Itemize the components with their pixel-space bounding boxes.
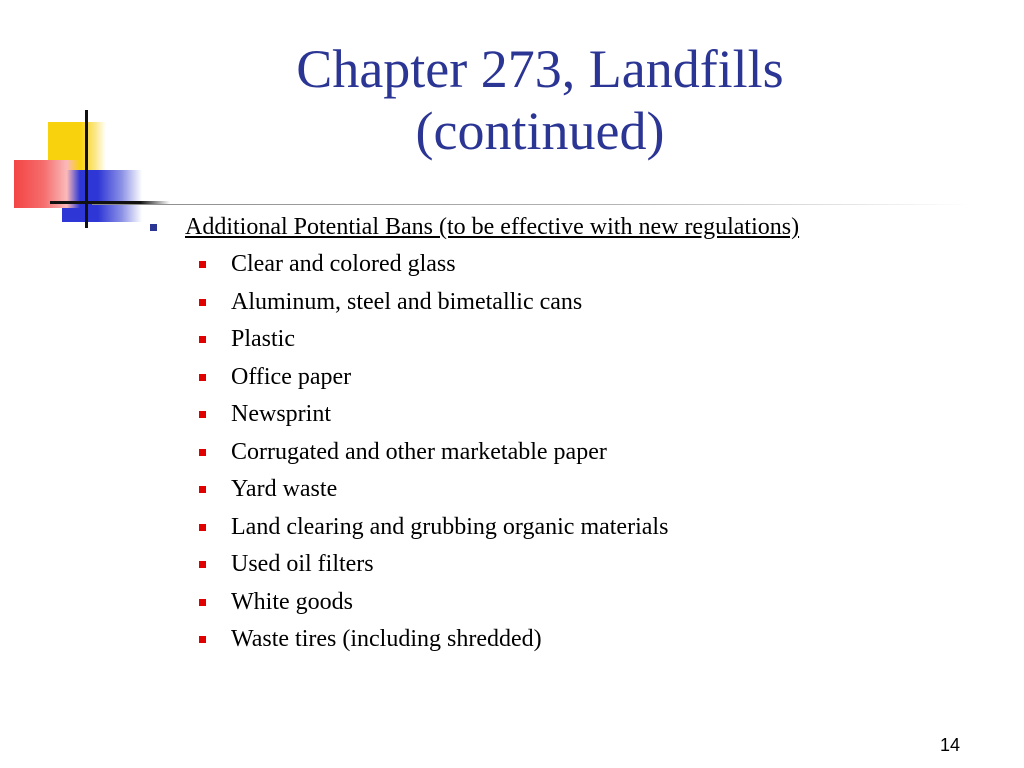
square-bullet-icon — [199, 261, 206, 268]
square-bullet-icon — [199, 524, 206, 531]
square-bullet-icon — [199, 299, 206, 306]
square-bullet-icon — [199, 486, 206, 493]
slide-title-line-2: (continued) — [415, 101, 665, 161]
square-bullet-icon — [199, 636, 206, 643]
page-number: 14 — [939, 735, 960, 755]
slide-title-line-1: Chapter 273, Landfills — [296, 39, 784, 99]
main-bullet-text: Additional Potential Bans (to be effective with new regulations) — [185, 214, 800, 240]
square-bullet-icon — [199, 411, 206, 418]
square-bullet-icon — [199, 599, 206, 606]
title-divider — [92, 204, 972, 205]
square-bullet-icon — [199, 561, 206, 568]
slide-title — [150, 38, 930, 162]
vertical-line — [85, 110, 88, 228]
square-bullet-icon — [199, 336, 206, 343]
square-bullet-icon — [150, 224, 157, 231]
square-bullet-icon — [199, 374, 206, 381]
square-bullet-icon — [199, 449, 206, 456]
